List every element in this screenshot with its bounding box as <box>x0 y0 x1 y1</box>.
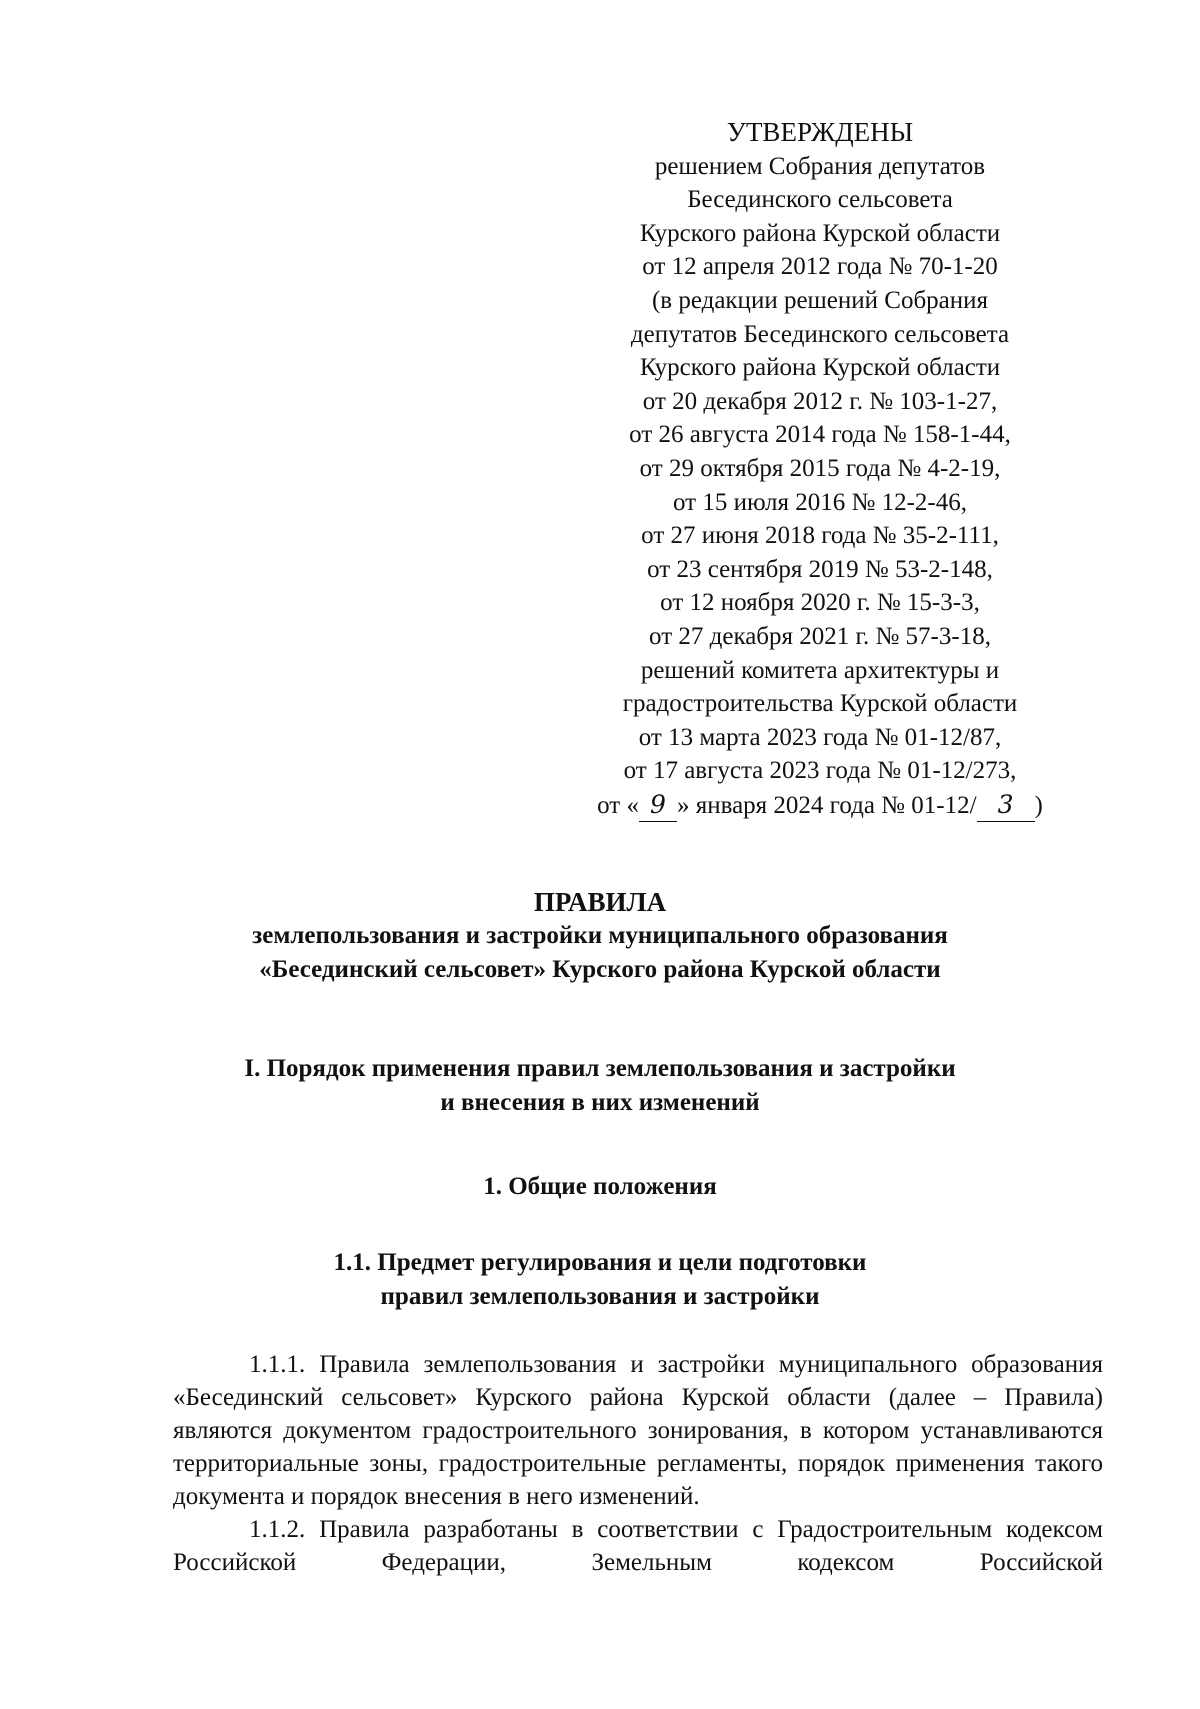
title-line-2: «Бесединский сельсовет» Курского района Курской области <box>259 956 941 983</box>
approval-line: от 20 декабря 2012 г. № 103-1-27, <box>642 387 998 415</box>
title-line-1: землепользования и застройки муниципального образования <box>252 922 948 949</box>
approval-block <box>560 116 1080 822</box>
handwritten-number: 3 <box>977 788 1035 823</box>
date-suffix: ) <box>1034 791 1043 819</box>
subsection-line-2: правил землепользования и застройки <box>380 1283 820 1310</box>
approval-line: от 27 декабря 2021 г. № 57-3-18, <box>649 622 991 650</box>
approval-line: от 12 ноября 2020 г. № 15-3-3, <box>660 589 980 617</box>
paragraph-1-1-1: 1.1.1. Правила землепользования и застройки муниципального образования «Бесединский сельсовет» Курского района Курской области (далее – Правила) являются документом градостроительного зонирования, в котором устанавливаются территориальные зоны, градостроительные регламенты, порядок применения такого документа и порядок внесения в него изменений. <box>173 1351 1103 1510</box>
handwritten-day: 9 <box>639 788 677 823</box>
date-prefix: от « <box>597 791 639 819</box>
approval-lines <box>560 150 1080 788</box>
approval-line: Курского района Курской области <box>639 219 1001 247</box>
approval-line: решением Собрания депутатов <box>654 152 986 180</box>
approval-heading: УТВЕРЖДЕНЫ <box>726 117 914 147</box>
approval-line: от 27 июня 2018 года № 35-2-111, <box>641 522 999 550</box>
approval-line: от 29 октября 2015 года № 4-2-19, <box>639 454 1001 482</box>
section-heading <box>100 1052 1100 1120</box>
approval-line: от 13 марта 2023 года № 01-12/87, <box>638 723 1002 751</box>
subsection-line-1: 1.1. Предмет регулирования и цели подготовки <box>333 1249 867 1276</box>
approval-line: от 23 сентября 2019 № 53-2-148, <box>647 555 993 583</box>
approval-line: от 26 августа 2014 года № 158-1-44, <box>629 421 1011 449</box>
date-middle: » января 2024 года № 01-12/ <box>676 791 977 819</box>
approval-line: от 17 августа 2023 года № 01-12/273, <box>623 757 1017 785</box>
subsection-heading <box>100 1246 1100 1314</box>
section-line-1: I. Порядок применения правил землепользования и застройки <box>244 1055 956 1082</box>
approval-line: градостроительства Курской области <box>622 690 1018 718</box>
approval-last-line <box>560 788 1080 823</box>
body-text <box>173 1348 1103 1579</box>
approval-line: от 15 июля 2016 № 12-2-46, <box>672 488 967 516</box>
section-line-2: и внесения в них изменений <box>440 1089 760 1116</box>
approval-line: Курского района Курской области <box>639 354 1001 382</box>
approval-line: от 12 апреля 2012 года № 70-1-20 <box>642 253 998 281</box>
approval-line: (в редакции решений Собрания <box>651 286 989 314</box>
approval-line: Бесединского сельсовета <box>687 186 953 214</box>
approval-line: решений комитета архитектуры и <box>640 656 1000 684</box>
title-main: ПРАВИЛА <box>533 887 667 917</box>
chapter-heading: 1. Общие положения <box>483 1173 717 1200</box>
paragraph-1-1-2: 1.1.2. Правила разработаны в соответствии с Градостроительным кодексом Российской Федерации, Земельным кодексом Российской <box>173 1516 1103 1576</box>
document-title <box>100 885 1100 987</box>
approval-line: депутатов Бесединского сельсовета <box>630 320 1010 348</box>
